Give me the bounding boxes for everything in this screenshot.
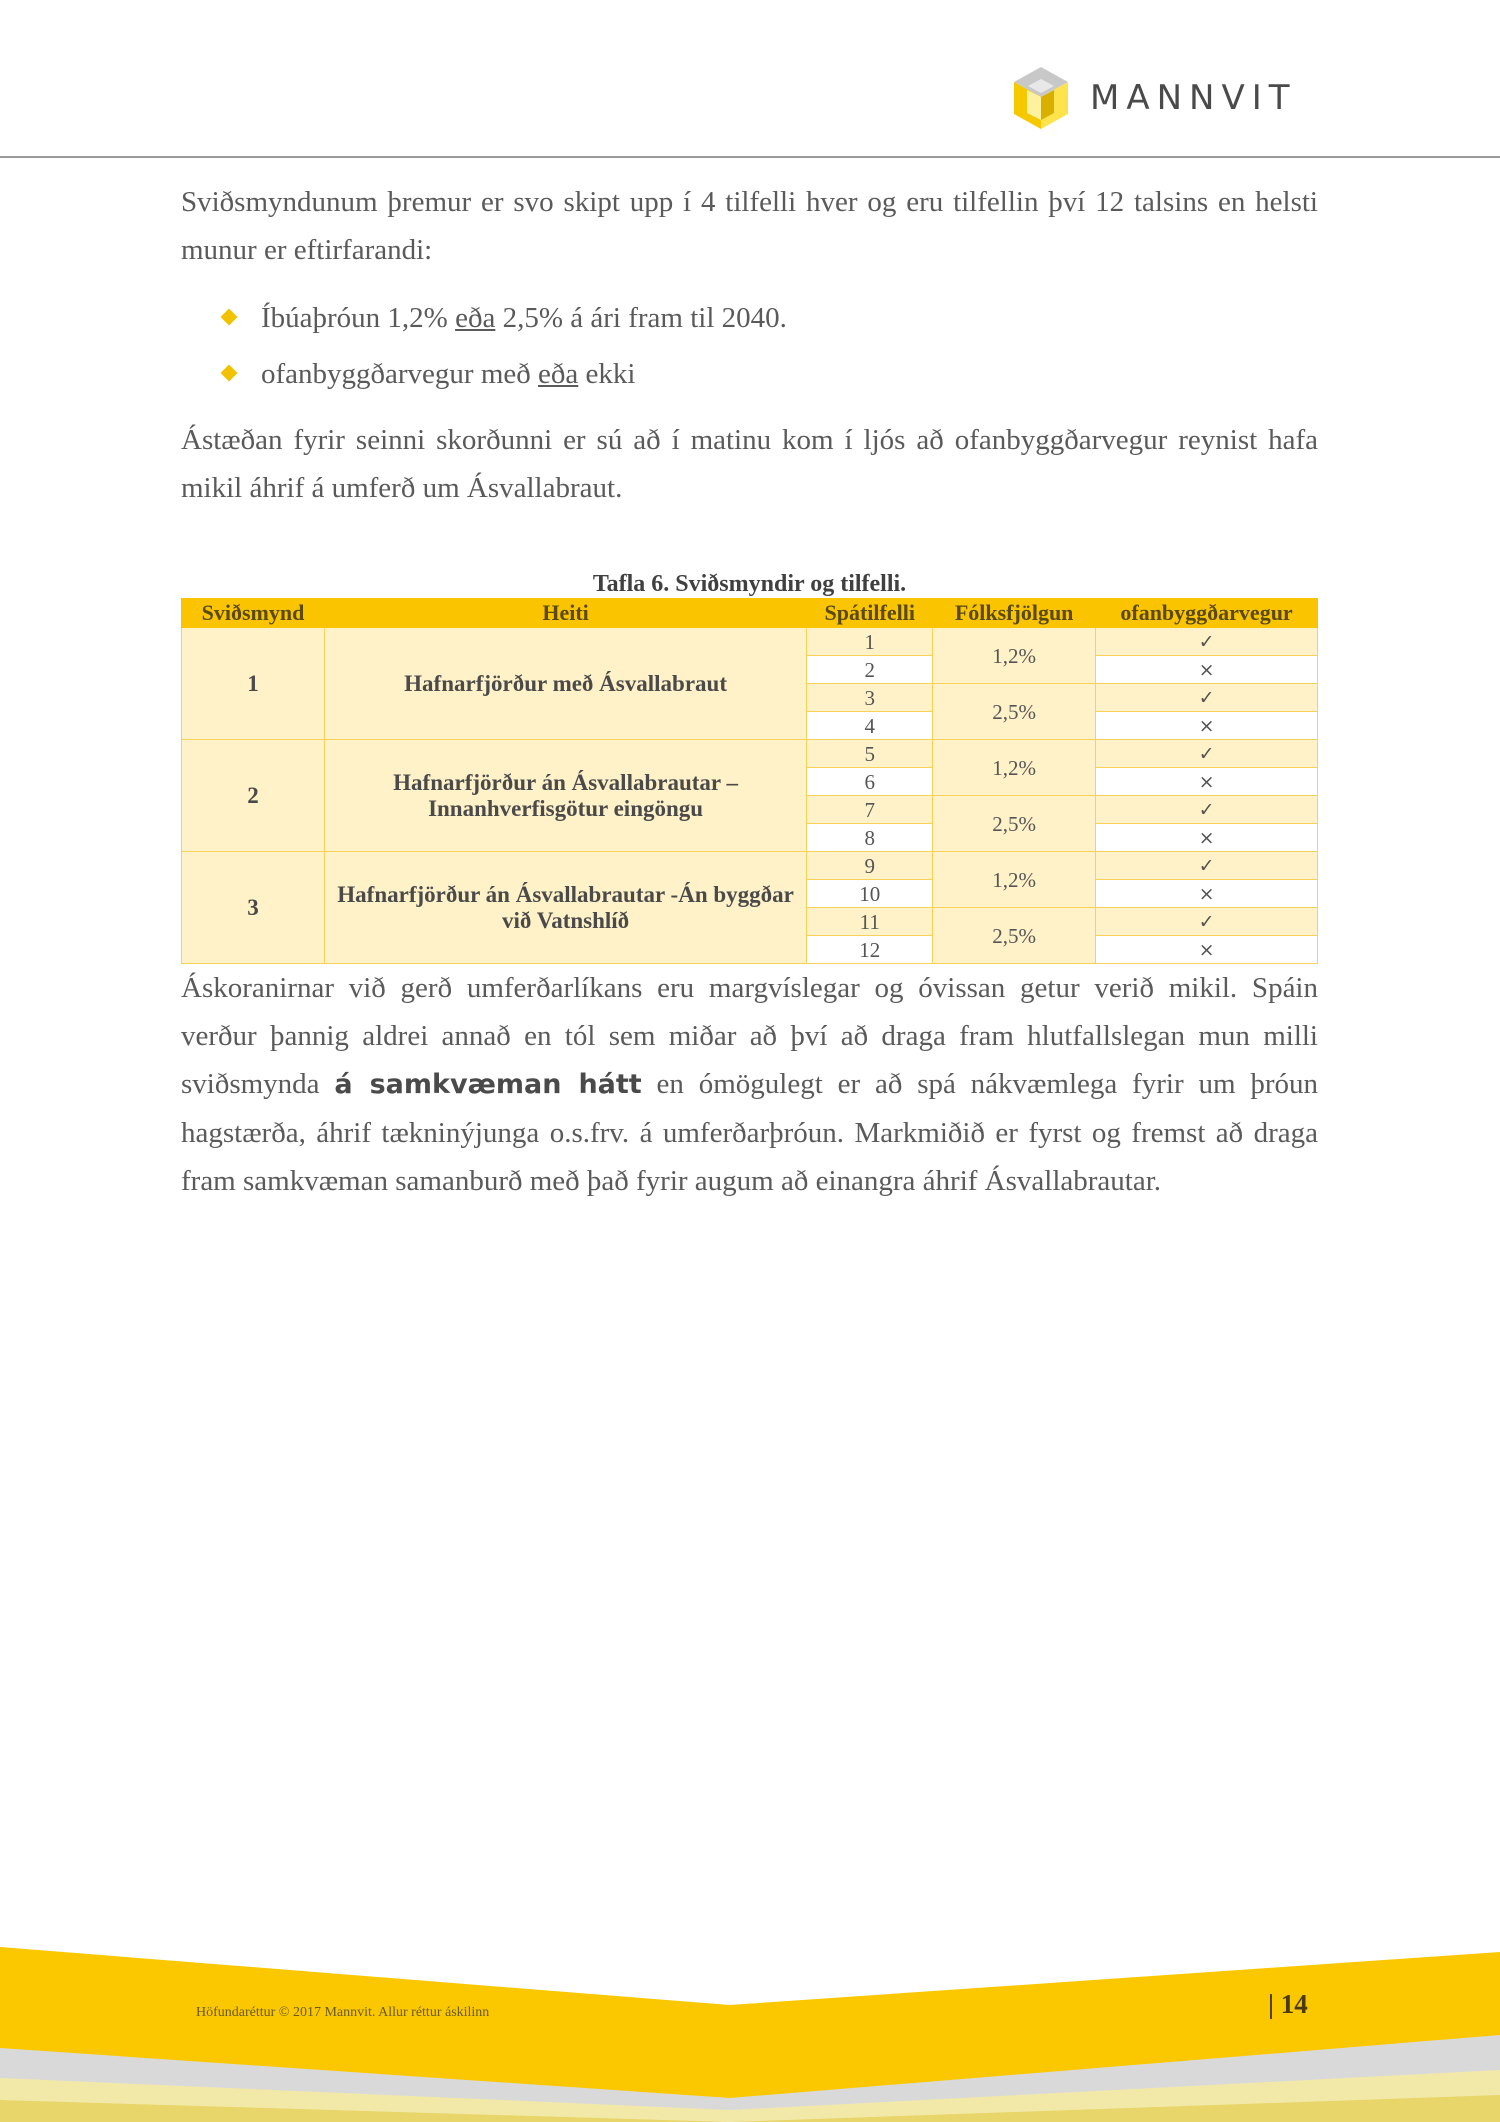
- case-cell: 10: [807, 880, 933, 908]
- growth-cell: 1,2%: [933, 852, 1096, 908]
- header-cell: Fólksfjölgun: [933, 599, 1096, 628]
- growth-cell: 2,5%: [933, 684, 1096, 740]
- header-cell: Heiti: [324, 599, 806, 628]
- reason-paragraph: Ástæðan fyrir seinni skorðunni er sú að í matinu kom í ljós að ofanbyggðarvegur reynist hafa mikil áhrif á umferð um Ásvallabraut.: [181, 424, 1318, 504]
- scenario-table: [181, 598, 1318, 964]
- bullet-text: Íbúaþróun 1,2%: [261, 302, 456, 334]
- footer-band: [0, 1930, 1500, 2122]
- cross-icon: ×: [1096, 768, 1318, 796]
- case-cell: 2: [807, 656, 933, 684]
- cross-icon: ×: [1096, 712, 1318, 740]
- table-row: [182, 628, 1318, 656]
- intro-paragraph: Sviðsmyndunum þremur er svo skipt upp í 4 tilfelli hver og eru tilfellin því 12 talsins en helsti munur er eftirfarandi:: [181, 186, 1318, 266]
- case-cell: 9: [807, 852, 933, 880]
- check-icon: ✓: [1096, 740, 1318, 768]
- bullet-text: 2,5% á ári fram til 2040.: [495, 302, 787, 334]
- bullet-underlined: eða: [538, 358, 579, 390]
- check-icon: ✓: [1096, 684, 1318, 712]
- case-cell: 8: [807, 824, 933, 852]
- conclusion-text: Áskoranirnar við gerð umferðarlíkans eru margvíslegar og óvissan getur verið mikil. Spáin verður þannig aldrei annað en tól sem miðar að því að draga fram hlutfallslegan mun milli sviðsmynda: [181, 972, 1318, 1100]
- case-cell: 4: [807, 712, 933, 740]
- scenario-name-cell: Hafnarfjörður án Ásvallabrautar – Innanhverfisgötur eingöngu: [324, 740, 806, 852]
- case-cell: 1: [807, 628, 933, 656]
- page-number: | 14: [1268, 1989, 1308, 2019]
- copyright-text: Höfundaréttur © 2017 Mannvit. Allur réttur áskilinn: [196, 2005, 490, 2020]
- growth-cell: 1,2%: [933, 740, 1096, 796]
- scenario-id-cell: 1: [182, 628, 325, 740]
- check-icon: ✓: [1096, 628, 1318, 656]
- scenario-id-cell: 3: [182, 852, 325, 964]
- bullet-list: [181, 290, 1318, 402]
- diamond-bullet-icon: [221, 309, 238, 326]
- bullet-item: [181, 290, 1318, 346]
- check-icon: ✓: [1096, 796, 1318, 824]
- page-content: [181, 178, 1318, 1205]
- case-cell: 5: [807, 740, 933, 768]
- conclusion-bold: á samkvæman hátt: [334, 1069, 642, 1100]
- cross-icon: ×: [1096, 656, 1318, 684]
- case-cell: 12: [807, 936, 933, 964]
- scenario-name-cell: Hafnarfjörður með Ásvallabraut: [324, 628, 806, 740]
- conclusion-paragraph: [181, 964, 1318, 1205]
- growth-cell: 2,5%: [933, 796, 1096, 852]
- mannvit-cube-icon: [1010, 65, 1072, 131]
- check-icon: ✓: [1096, 852, 1318, 880]
- growth-cell: 1,2%: [933, 628, 1096, 684]
- table-caption: Tafla 6. Sviðsmyndir og tilfelli.: [592, 571, 907, 597]
- case-cell: 6: [807, 768, 933, 796]
- check-icon: ✓: [1096, 908, 1318, 936]
- bullet-item: [181, 346, 1318, 402]
- header-cell: Sviðsmynd: [182, 599, 325, 628]
- bullet-underlined: eða: [455, 302, 496, 334]
- case-cell: 3: [807, 684, 933, 712]
- conclusion-text: en ómögulegt er að spá nákvæmlega fyrir um þróun hagstærða, áhrif tækninýjunga o.s.frv. á umferðarþróun. Markmiðið er fyrst og fremst að draga fram samkvæman samanburð með það fyrir augum að einangra áhrif Ásvallabrautar.: [181, 1068, 1319, 1197]
- header-cell: Spátilfelli: [807, 599, 933, 628]
- growth-cell: 2,5%: [933, 908, 1096, 964]
- cross-icon: ×: [1096, 880, 1318, 908]
- table-row: [182, 852, 1318, 880]
- scenario-name-cell: Hafnarfjörður án Ásvallabrautar -Án byggðar við Vatnshlíð: [324, 852, 806, 964]
- bullet-text: ofanbyggðarvegur með: [261, 358, 539, 390]
- table-row: [182, 740, 1318, 768]
- company-logo: [1010, 62, 1297, 134]
- header-divider: [0, 156, 1500, 158]
- diamond-bullet-icon: [221, 365, 238, 382]
- logo-wordmark: MANNVIT: [1090, 78, 1297, 118]
- case-cell: 11: [807, 908, 933, 936]
- table-header-row: [182, 599, 1318, 628]
- case-cell: 7: [807, 796, 933, 824]
- cross-icon: ×: [1096, 824, 1318, 852]
- scenario-id-cell: 2: [182, 740, 325, 852]
- bullet-text: ekki: [578, 358, 636, 390]
- header-cell: ofanbyggðarvegur: [1096, 599, 1318, 628]
- cross-icon: ×: [1096, 936, 1318, 964]
